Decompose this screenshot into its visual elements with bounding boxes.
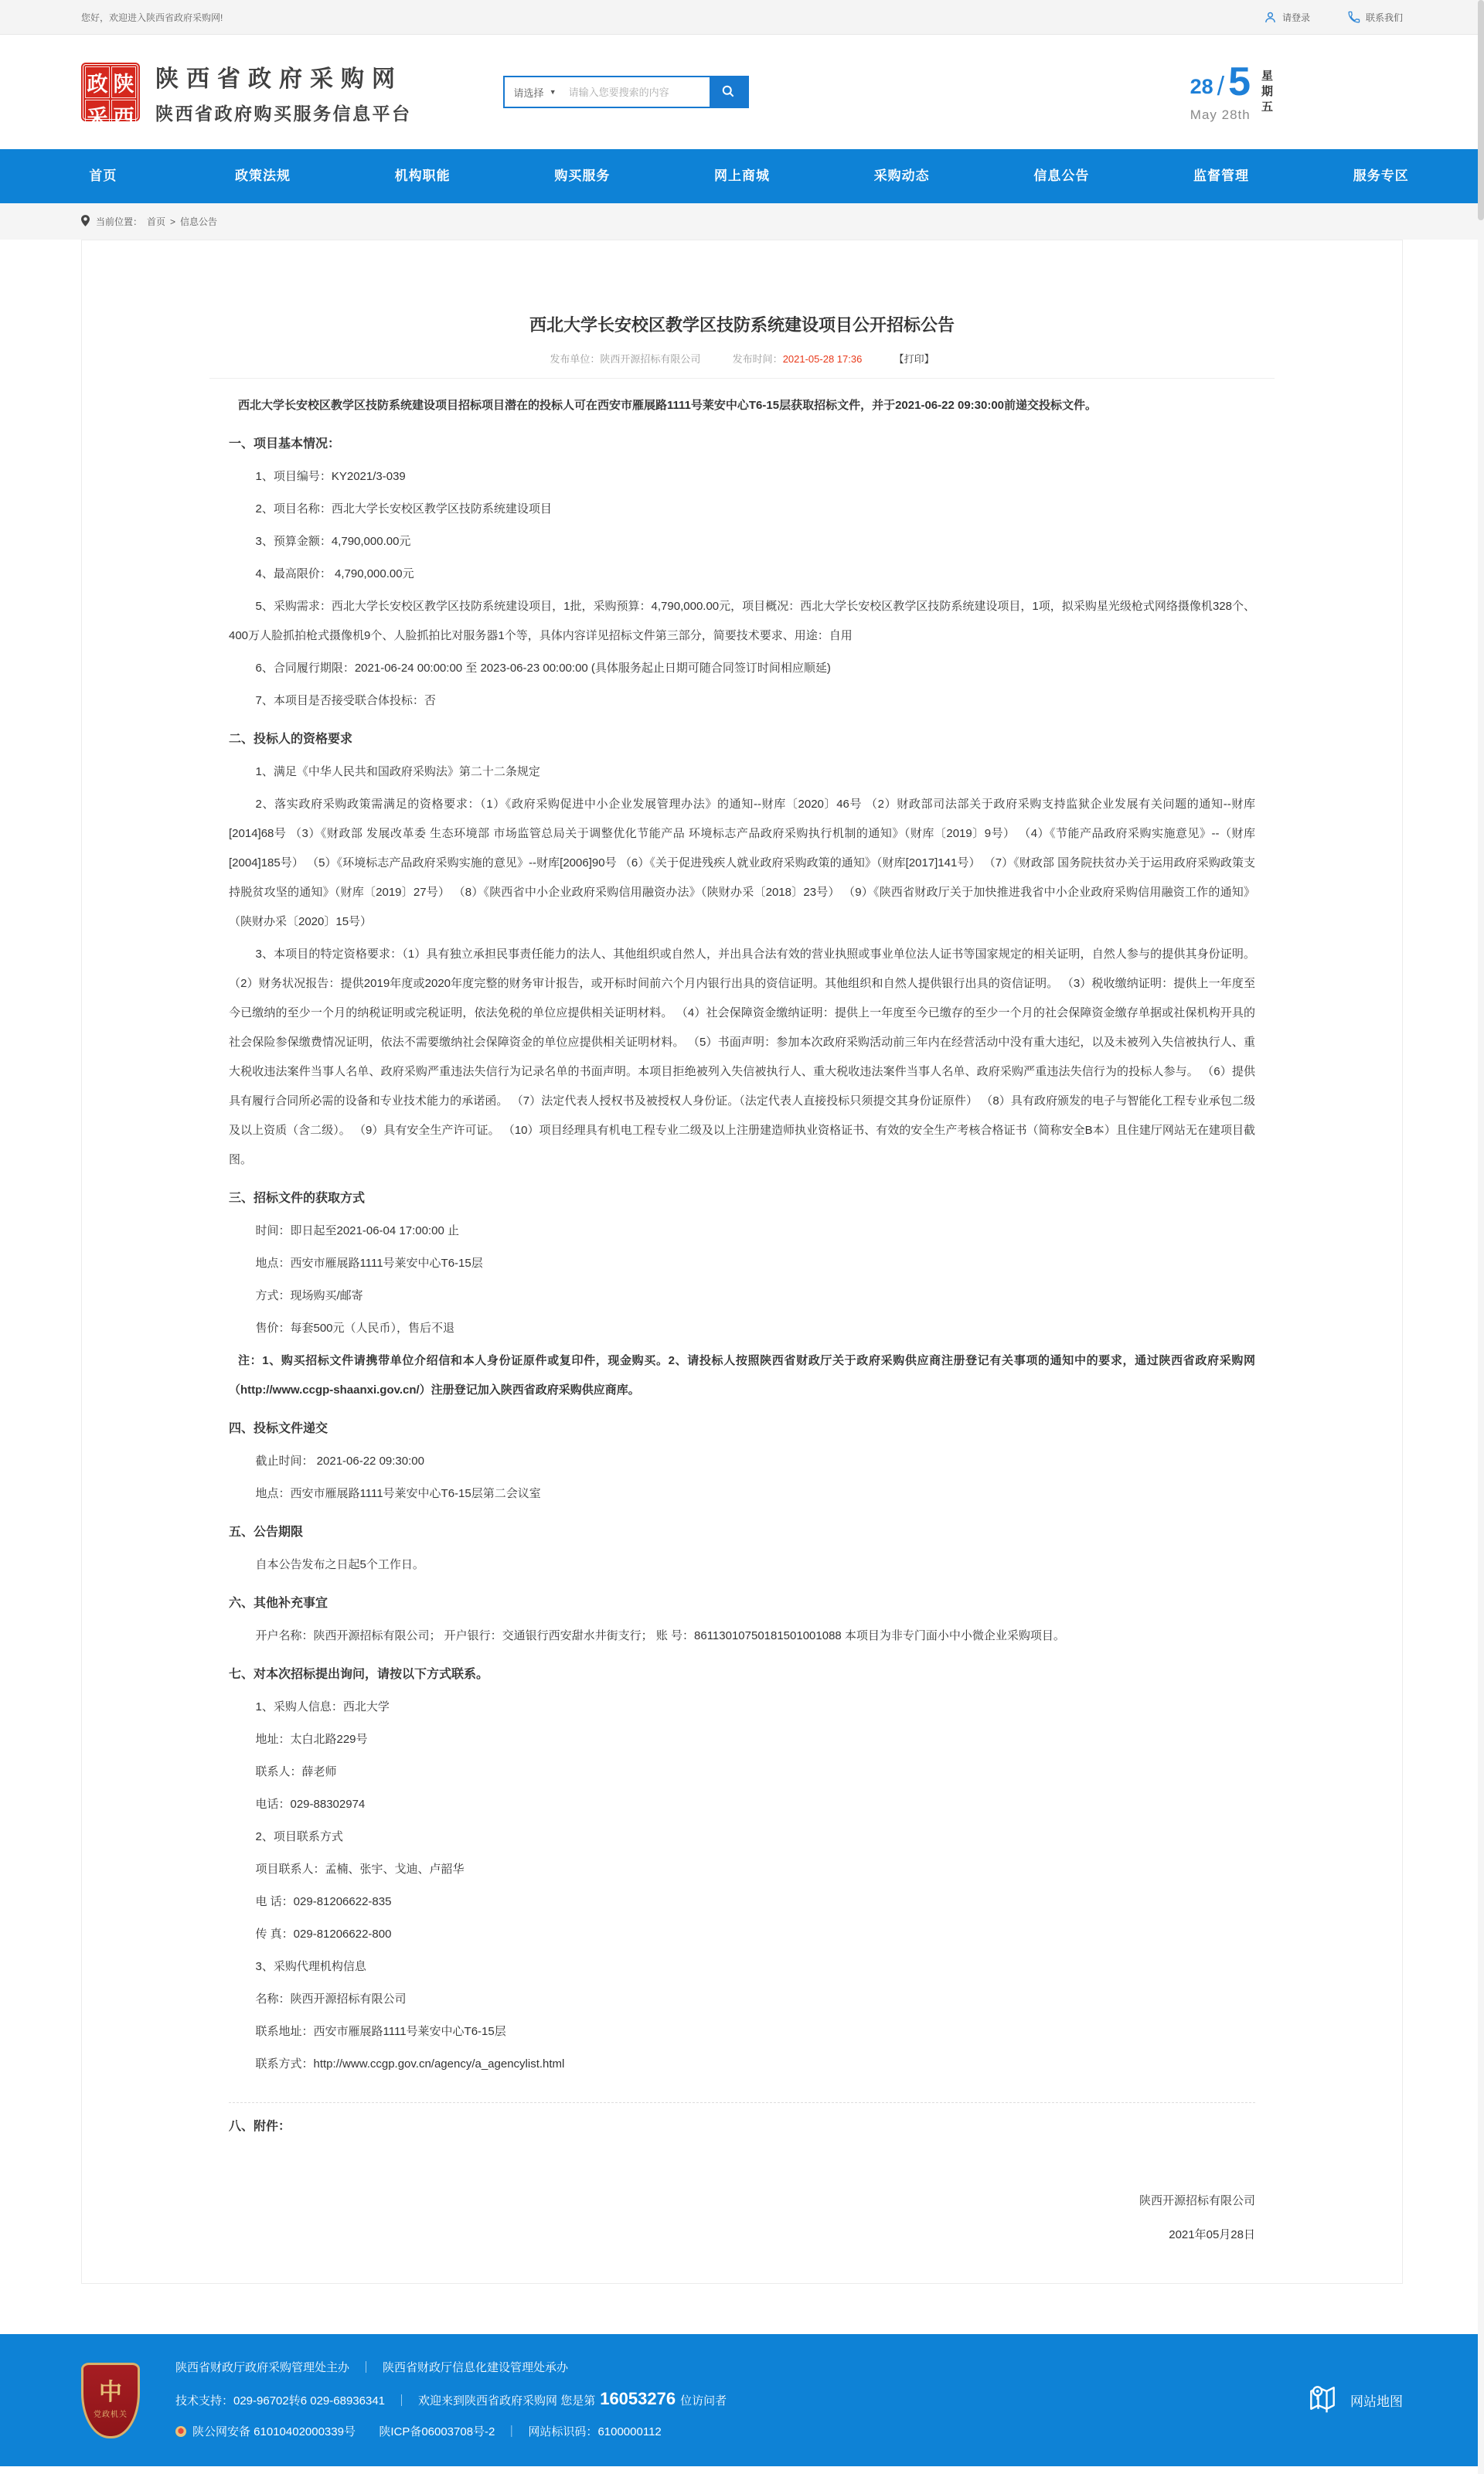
breadcrumb <box>0 203 1484 240</box>
sitemap-link[interactable]: 网站地图 <box>1305 2381 1403 2419</box>
site-code: 6100000112 <box>597 2425 662 2438</box>
paragraph: 开户名称：陕西开源招标有限公司； 开户银行：交通银行西安甜水井街支行； 账 号：86113010750181501001088 本项目为非专门面小中小微企业采购项目。 <box>255 1629 1065 1642</box>
site-logo[interactable]: 政 陕 采 西 <box>81 63 140 121</box>
paragraph: 电话：029-88302974 <box>255 1798 366 1811</box>
paragraph: 自本公告发布之日起5个工作日。 <box>255 1558 424 1571</box>
footer-hosts: 陕西省财政厅政府采购管理处主办 ｜ 陕西省财政厅信息化建设管理处承办 <box>175 2361 569 2374</box>
chevron-down-icon: ▼ <box>549 88 556 96</box>
breadcrumb-prefix: 当前位置： <box>96 216 143 227</box>
nav-item-services[interactable]: 服务专区 <box>1353 168 1409 183</box>
paragraph: 名称：陕西开源招标有限公司 <box>255 1992 407 2006</box>
site-footer <box>0 2334 1484 2466</box>
section-heading: 五、公告期限 <box>229 1526 304 1539</box>
paragraph: 1、采购人信息：西北大学 <box>255 1700 390 1713</box>
paragraph: 4、最高限价： 4,790,000.00元 <box>255 567 414 580</box>
site-title: 陕西省政府采购网 <box>155 66 403 92</box>
date-day: 28 <box>1190 74 1213 98</box>
paragraph: 1、项目编号：KY2021/3-039 <box>255 470 406 483</box>
publisher-value: 陕西开源招标有限公司 <box>600 353 701 365</box>
paragraph: 5、采购需求：西北大学长安校区教学区技防系统建设项目，1批，采购预算：4,790,000.00元，项目概况：西北大学长安校区教学区技防系统建设项目，1项，拟采购星光级枪式网络摄像机328个、400万人脸抓拍枪式摄像机9个、人脸抓拍比对服务器1个等，具体内容详见招标文件第三部分，简要技术要求、用途：自用 <box>229 600 1255 642</box>
paragraph: 地点：西安市雁展路1111号莱安中心T6-15层 <box>255 1257 483 1270</box>
scrollbar-track[interactable] <box>1478 0 1484 2474</box>
nav-item-policies[interactable]: 政策法规 <box>235 168 291 183</box>
paragraph: 联系方式：http://www.ccgp.gov.cn/agency/a_agencylist.html <box>255 2057 565 2071</box>
paragraph: 7、本项目是否接受联合体投标：否 <box>255 694 436 707</box>
search-category-select[interactable]: 请选择 ▼ <box>513 87 556 99</box>
nav-item-home[interactable]: 首页 <box>89 168 117 183</box>
search-input[interactable] <box>564 77 710 107</box>
search-icon <box>720 83 736 101</box>
section-heading: 六、其他补充事宜 <box>229 1597 328 1610</box>
paragraph: 截止时间： 2021-06-22 09:30:00 <box>255 1455 424 1468</box>
meta-divider <box>209 378 1275 379</box>
section-heading: 三、招标文件的获取方式 <box>229 1192 366 1205</box>
signature-company: 陕西开源招标有限公司 <box>1139 2194 1255 2207</box>
paragraph: 方式：现场购买/邮寄 <box>255 1289 363 1302</box>
publish-time-label: 发布时间： <box>732 353 783 365</box>
intro-paragraph: 西北大学长安校区教学区技防系统建设项目招标项目潜在的投标人可在西安市雁展路1111号莱安中心T6-15层获取招标文件，并于2021-06-22 09:30:00前递交投标文件。 <box>238 399 1098 412</box>
article-meta <box>229 351 1255 366</box>
paragraph: 3、本项目的特定资格要求：（1）具有独立承担民事责任能力的法人、其他组织或自然人，并出具合法有效的营业执照或事业单位法人证书等国家规定的相关证明，自然人参与的提供其身份证明。 （2）财务状况报告：提供2019年度或2020年度完整的财务审计报告，或开标时间前六个月内银行出具的资信证明。其他组织和自然人提供银行出具的资信证明。 （3）税收缴纳证明：提供上一年度至今已缴纳的至少一个月的纳税证明或完税证明，依法免税的单位应提供相关证明材料。 （4）社会保障资金缴纳证明：提供上一年度至今已缴存的至少一个月的社会保障资金缴存单据或社保机构开具的社会保险参保缴费情况证明，依法不需要缴纳社会保障资金的单位应提供相关证明材料。 （5）书面声明：参加本次政府采购活动前三年内在经营活动中没有重大违纪，以及未被列入失信被执行人、重大税收违法案件当事人名单、政府采购严重违法失信行为记录名单的书面声明。本项目拒绝被列入失信被执行人、重大税收违法案件当事人名单、政府采购严重违法失信行为的投标人参与。 （6）提供具有履行合同所必需的设备和专业技术能力的承诺函。 （7）法定代表人授权书及被授权人身份证。（法定代表人直接投标只须提交其身份证原件） （8）具有政府颁发的电子与智能化工程专业承包二级及以上资质（含二级）。 （9）具有安全生产许可证。 （10）项目经理具有机电工程专业二级及以上注册建造师执业资格证书、有效的安全生产考核合格证书（简称安全B本）且住建厅网站无在建项目截图。 <box>229 948 1255 1166</box>
date-weekday: 星 期 五 <box>1261 70 1273 114</box>
breadcrumb-separator: > <box>170 216 176 227</box>
breadcrumb-current[interactable]: 信息公告 <box>180 216 218 227</box>
nav-item-news[interactable]: 采购动态 <box>873 168 930 183</box>
paragraph: 1、满足《中华人民共和国政府采购法》第二十二条规定 <box>255 765 540 778</box>
paragraph: 3、预算金额：4,790,000.00元 <box>255 535 411 548</box>
map-icon <box>1305 2381 1339 2419</box>
paragraph: 2、项目联系方式 <box>255 1830 343 1843</box>
section-heading: 八、附件： <box>229 2120 291 2133</box>
paragraph: 6、合同履行期限：2021-06-24 00:00:00 至 2023-06-23 00:00:00 (具体服务起止日期可随合同签订时间相应顺延) <box>255 662 831 675</box>
signature-date: 2021年05月28日 <box>1169 2228 1255 2241</box>
government-badge-icon: 中 党政机关 <box>81 2363 140 2438</box>
site-subtitle: 陕西省政府购买服务信息平台 <box>155 103 412 124</box>
user-icon <box>1264 11 1277 24</box>
site-header <box>0 35 1484 149</box>
paragraph: 2、落实政府采购政策需满足的资格要求：（1）《政府采购促进中小企业发展管理办法》的通知--财库〔2020〕46号 （2）财政部司法部关于政府采购支持监狱企业发展有关问题的通知--财库[2014]68号 （3）《财政部 发展改革委 生态环境部 市场监管总局关于调整优化节能产品 环境标志产品政府采购执行机制的通知》（财库〔2019〕9号） （4）《节能产品政府采购实施意见》--（财库[2004]185号） （5）《环境标志产品政府采购实施的意见》--财库[2006]90号 （6）《关于促进残疾人就业政府采购政策的通知》（财库[2017]141号） （7）《财政部 国务院扶贫办关于运用政府采购政策支持脱贫攻坚的通知》（财库〔2019〕27号） （8）《陕西省中小企业政府采购信用融资办法》（陕财办采〔2018〕23号） （9）《陕西省财政厅关于加快推进我省中小企业政府采购信用融资工作的通知》（陕财办采〔2020〕15号） <box>229 798 1255 928</box>
footer-info <box>175 2353 727 2448</box>
paragraph: 联系地址：西安市雁展路1111号莱安中心T6-15层 <box>255 2025 506 2038</box>
main-nav <box>0 149 1484 203</box>
nav-item-mall[interactable]: 网上商城 <box>714 168 771 183</box>
welcome-text: 您好，欢迎进入陕西省政府采购网! <box>81 12 223 23</box>
date-widget: 28 / 5 May 28th 星 期 五 <box>1190 59 1273 122</box>
paragraph: 售价：每套500元（人民币），售后不退 <box>255 1322 455 1335</box>
paragraph: 电 话：029-81206622-835 <box>255 1895 392 1908</box>
search-button[interactable] <box>710 77 747 107</box>
nav-item-supervision[interactable]: 监督管理 <box>1193 168 1250 183</box>
print-button[interactable]: 【打印】 <box>893 353 934 365</box>
topbar <box>0 0 1484 35</box>
announcement-card <box>81 240 1403 2284</box>
section-heading: 二、投标人的资格要求 <box>229 733 353 746</box>
section-heading: 四、投标文件递交 <box>229 1422 328 1435</box>
icp-record-link[interactable]: 陕ICP备06003708号-2 <box>379 2425 495 2438</box>
nav-item-notices[interactable]: 信息公告 <box>1033 168 1090 183</box>
paragraph: 地址：太白北路229号 <box>255 1733 368 1746</box>
paragraph: 3、采购代理机构信息 <box>255 1960 366 1973</box>
date-english: May 28th <box>1190 107 1251 122</box>
footer-support: 技术支持：029-96702转6 029-68936341 ｜ 欢迎来到陕西省政府采购网 您是第 16053276 位访问者 <box>175 2389 727 2408</box>
breadcrumb-home[interactable]: 首页 <box>147 216 166 227</box>
paragraph: 联系人：薛老师 <box>255 1765 337 1778</box>
nav-item-functions[interactable]: 机构职能 <box>394 168 451 183</box>
page-title: 西北大学长安校区教学区技防系统建设项目公开招标公告 <box>529 315 955 335</box>
section-heading: 七、对本次招标提出询问，请按以下方式联系。 <box>229 1668 489 1681</box>
paragraph: 注：1、购买招标文件请携带单位介绍信和本人身份证原件或复印件，现金购买。2、请投标人按照陕西省财政厅关于政府采购供应商注册登记有关事项的通知中的要求，通过陕西省政府采购网（http://www.ccgp-shaanxi.gov.cn/）注册登记加入陕西省政府采购供应商库。 <box>229 1354 1255 1397</box>
search-bar <box>503 76 749 108</box>
location-pin-icon <box>81 215 91 229</box>
paragraph: 2、项目名称：西北大学长安校区教学区技防系统建设项目 <box>255 502 552 516</box>
paragraph: 传 真：029-81206622-800 <box>255 1928 392 1941</box>
section-heading: 一、项目基本情况： <box>229 437 341 451</box>
login-link[interactable]: 请登录 <box>1264 11 1310 24</box>
paragraph: 项目联系人：孟楠、张宇、戈迪、卢韶华 <box>255 1863 465 1876</box>
signature-block <box>229 2184 1255 2252</box>
paragraph: 地点：西安市雁展路1111号莱安中心T6-15层第二会议室 <box>255 1487 541 1500</box>
date-month: 5 <box>1228 59 1251 104</box>
publish-time-value: 2021-05-28 17:36 <box>782 353 863 365</box>
visitor-counter: 16053276 <box>600 2389 676 2408</box>
article-body <box>229 391 1255 2142</box>
phone-icon <box>1347 11 1360 24</box>
publisher-label: 发布单位： <box>550 353 601 365</box>
psb-record-link[interactable]: 陕公网安备 61010402000339号 <box>192 2425 356 2438</box>
site-titles <box>155 60 412 125</box>
section-divider <box>229 2102 1255 2103</box>
police-badge-icon <box>175 2426 186 2437</box>
contact-link[interactable]: 联系我们 <box>1347 11 1403 24</box>
nav-item-purchase[interactable]: 购买服务 <box>554 168 611 183</box>
paragraph: 时间：即日起至2021-06-04 17:00:00 止 <box>255 1224 459 1237</box>
footer-records: 陕公网安备 61010402000339号 陕ICP备06003708号-2 ｜ 网站标识码：6100000112 <box>175 2417 727 2448</box>
scrollbar-thumb[interactable] <box>1478 0 1484 220</box>
